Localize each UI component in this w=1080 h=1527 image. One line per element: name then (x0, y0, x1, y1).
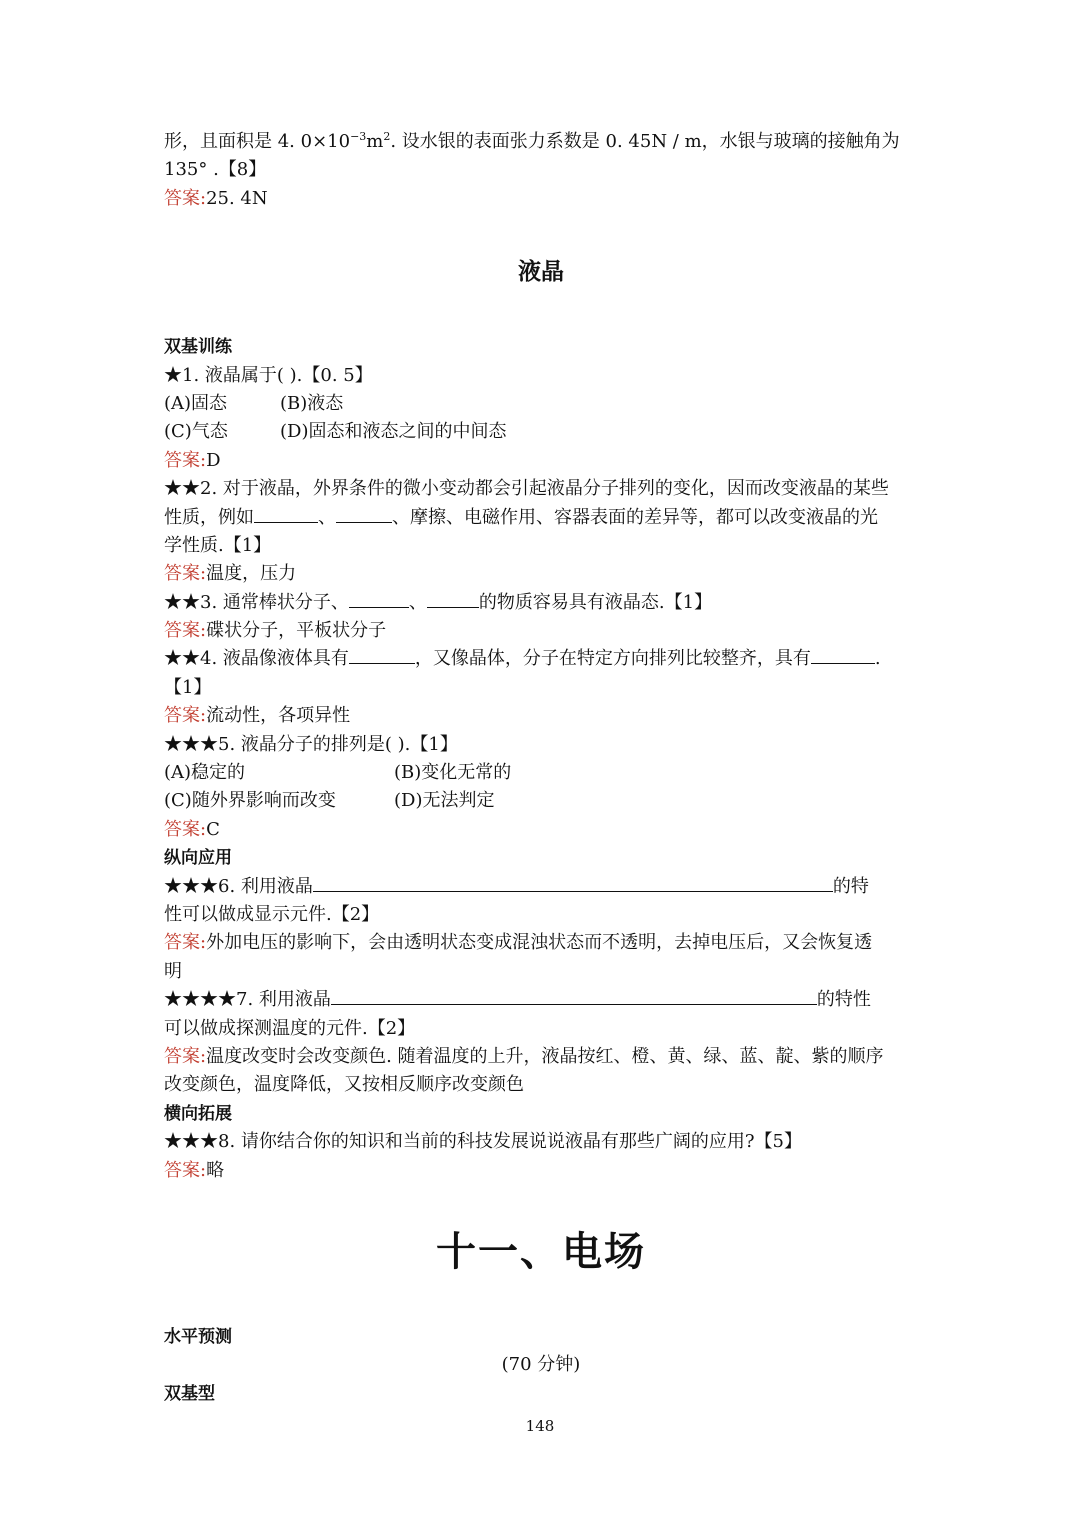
answer-7-line-1: 答案:温度改变时会改变颜色. 随着温度的上升，液晶按红、橙、黄、绿、蓝、靛、紫的顺序 (164, 1045, 884, 1067)
answer-2: 答案:温度，压力 (164, 563, 297, 585)
question-3: ★★3. 通常棒状分子、 、 的物质容易具有液晶态.【1】 (164, 589, 918, 617)
question-1: ★1. 液晶属于( ).【0. 5】 (164, 364, 373, 386)
subheading-basic: 双基训练 (164, 337, 232, 358)
question-1-options-row1: (A)固态 (B)液态 (164, 392, 344, 414)
answer-6-line-2: 明 (164, 960, 182, 982)
answer-4: 答案:流动性，各项异性 (164, 705, 351, 727)
blank (349, 589, 409, 608)
chapter-title: 十一、电场 (436, 1228, 646, 1275)
page-number: 148 (525, 1417, 555, 1435)
blank (427, 589, 479, 608)
answer-1: 答案:D (164, 449, 221, 471)
blank (349, 645, 415, 664)
answer-5: 答案:C (164, 818, 220, 840)
question-6-line-2: 性可以做成显示元件.【2】 (164, 903, 380, 925)
question-5-options-row2: (C)随外界影响而改变 (D)无法判定 (164, 790, 495, 812)
answer-3: 答案:碟状分子，平板状分子 (164, 620, 387, 642)
subheading-level-test: 水平预测 (164, 1326, 232, 1347)
question-8: ★★★8. 请你结合你的知识和当前的科技发展说说液晶有那些广阔的应用?【5】 (164, 1131, 802, 1153)
continuation-line-2: 135° .【8】 (164, 159, 267, 181)
section-title: 液晶 (518, 259, 564, 286)
blank (254, 504, 318, 523)
question-2-line-3: 学性质.【1】 (164, 534, 272, 556)
content (164, 128, 918, 1408)
question-1-options-row2: (C)气态 (D)固态和液态之间的中间态 (164, 421, 507, 443)
question-4-line-2: 【1】 (164, 676, 212, 698)
question-2-line-1: ★★2. 对于液晶，外界条件的微小变动都会引起液晶分子排列的变化，因而改变液晶的某些 (164, 478, 889, 500)
blank (313, 873, 833, 892)
answer-8: 答案:略 (164, 1159, 225, 1181)
time-limit: (70 分钟) (501, 1354, 581, 1376)
continuation-line-1: 形，且面积是 4. $0\times 10^{-3}m^2$. 设水银的表面张力系数是 0. 45N / m，水银与玻璃的接触角为 (164, 130, 900, 152)
question-7: ★★★★7. 利用液晶 的特性 (164, 986, 918, 1014)
answer-7-line-2: 改变颜色，温度降低，又按相反顺序改变颜色 (164, 1074, 524, 1096)
question-5: ★★★5. 液晶分子的排列是( ).【1】 (164, 733, 458, 755)
blank (811, 645, 875, 664)
blank (331, 986, 817, 1005)
question-4: ★★4. 液晶像液体具有 ，又像晶体，分子在特定方向排列比较整齐，具有 . (164, 645, 918, 673)
question-2-line-2: 性质，例如 、 、摩擦、电磁作用、容器表面的差异等，都可以改变液晶的光 (164, 504, 918, 532)
question-5-options-row1: (A)稳定的 (B)变化无常的 (164, 762, 512, 784)
answer-prev: 答案:25. 4N (164, 187, 268, 209)
subheading-vertical: 纵向应用 (164, 848, 232, 869)
blank (336, 504, 392, 523)
answer-label: 答案: (164, 187, 207, 209)
question-6: ★★★6. 利用液晶 的特 (164, 873, 918, 901)
question-7-line-2: 可以做成探测温度的元件.【2】 (164, 1017, 416, 1039)
subheading-basic-type: 双基型 (164, 1383, 215, 1404)
subheading-horizontal: 横向拓展 (164, 1103, 232, 1124)
answer-6-line-1: 答案:外加电压的影响下，会由透明状态变成混浊状态而不透明，去掉电压后，又会恢复透 (164, 932, 873, 954)
